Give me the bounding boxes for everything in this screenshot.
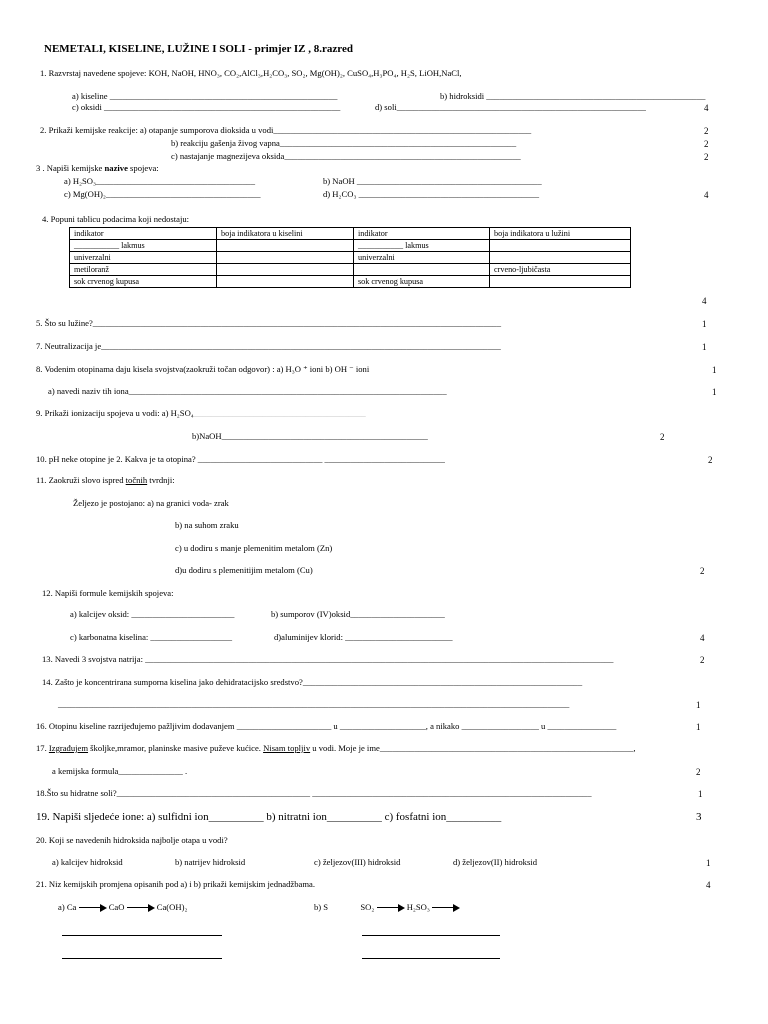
q5-text[interactable]: 5. Što su lužine?_______________________________________________________________________________________________	[36, 318, 502, 328]
table-row	[70, 276, 631, 288]
q12-points: 4	[700, 633, 705, 643]
q1-a[interactable]: a) kiseline _____________________________________________________	[72, 91, 338, 101]
q8-points-2: 1	[712, 387, 717, 397]
q8-points-1: 1	[712, 365, 717, 375]
q11-text: 11. Zaokruži slovo ispred točnih tvrdnji:	[36, 475, 175, 485]
q20-option-b[interactable]: b) natrijev hidroksid	[175, 857, 246, 867]
q3-d[interactable]: d) H₂CO₃ __________________________________________	[323, 189, 540, 199]
q21-a-species-3: Ca(OH)₂	[156, 902, 188, 912]
q2-points-a: 2	[704, 126, 709, 136]
q12-a[interactable]: a) kalcijev oksid: ________________________	[70, 609, 235, 619]
q1-d[interactable]: d) soli__________________________________________________________	[375, 102, 646, 112]
q11-option-a[interactable]: Željezo je postojano: a) na granici voda- zrak	[73, 498, 229, 508]
q8-text: 8. Vodenim otopinama daju kisela svojstva(zaokruži točan odgovor) : a) H₃O ⁺ ioni b) OH ⁻ ioni	[36, 364, 370, 374]
q1-text: 1. Razvrstaj navedene spojeve: KOH, NaOH, HNO₃, CO₂,AlCl₃,H₂CO₃, SO₂, Mg(OH)₂, CuSO₄,H₃PO₄, H₂S, LiOH,NaCl,	[40, 68, 462, 78]
q8-a[interactable]: a) navedi naziv tih iona__________________________________________________________________________	[48, 386, 447, 396]
q21-b-species-3: H₂SO₃	[406, 902, 430, 912]
page-title: NEMETALI, KISELINE, LUŽINE I SOLI - primjer IZ , 8.razred	[44, 43, 353, 55]
q19-text[interactable]: 19. Napiši sljedeće ione: a) sulfidni ion__________ b) nitratni ion__________ c) fosfatni ion__________	[36, 811, 502, 823]
q11-option-b[interactable]: b) na suhom zraku	[175, 520, 239, 530]
q14-points: 1	[696, 700, 701, 710]
table-row	[70, 252, 631, 264]
table-cell[interactable]	[490, 252, 631, 264]
q13-text[interactable]: 13. Navedi 3 svojstva natrija: _____________________________________________________________________________________________________________	[42, 654, 614, 664]
table-cell: univerzalni	[70, 252, 217, 264]
q21-points: 4	[706, 880, 711, 890]
q12-b[interactable]: b) sumporov (IV)oksid______________________	[271, 609, 445, 619]
q21-b-answer-line-1[interactable]	[362, 935, 500, 936]
q9-points: 2	[660, 432, 665, 442]
table-cell[interactable]	[217, 240, 354, 252]
table-cell[interactable]: ___________ lakmus	[354, 240, 490, 252]
q9-b[interactable]: b)NaOH________________________________________________	[192, 431, 428, 441]
q2-c[interactable]: c) nastajanje magnezijeva oksida_______________________________________________________	[171, 151, 521, 161]
table-cell[interactable]	[217, 252, 354, 264]
q12-d[interactable]: d)aluminijev klorid: _________________________	[274, 632, 453, 642]
q19-points: 3	[696, 811, 702, 823]
table-cell: crveno-ljubičasta	[490, 264, 631, 276]
q11-option-d[interactable]: d)u dodiru s plemenitijim metalom (Cu)	[175, 565, 313, 575]
q20-option-d[interactable]: d) željezov(II) hidroksid	[453, 857, 537, 867]
q7-points: 1	[702, 342, 707, 352]
q21-b-equation	[314, 903, 460, 913]
table-cell: sok crvenog kupusa	[354, 276, 490, 288]
table-header: indikator	[70, 228, 217, 240]
table-cell[interactable]: ___________ lakmus	[70, 240, 217, 252]
q21-b-answer-line-2[interactable]	[362, 958, 500, 959]
table-row	[70, 264, 631, 276]
q1-points: 4	[704, 103, 709, 113]
q4-text: 4. Popuni tablicu podacima koji nedostaju:	[42, 214, 190, 224]
q18-text[interactable]: 18.Što su hidratne soli?_____________________________________________ _________________________________________________________________	[36, 788, 592, 798]
q21-a-species-1: a) Ca	[58, 902, 77, 912]
q18-points: 1	[698, 789, 703, 799]
q4-points: 4	[702, 296, 707, 306]
q20-option-c[interactable]: c) željezov(III) hidroksid	[314, 857, 401, 867]
table-cell[interactable]	[217, 276, 354, 288]
indicator-table	[69, 227, 631, 288]
q14-text[interactable]: 14. Zašto je koncentrirana sumporna kiselina jako dehidratacijsko sredstvo?_________________________________________________________________	[42, 677, 583, 687]
q20-points: 1	[706, 858, 711, 868]
q21-a-answer-line-1[interactable]	[62, 935, 222, 936]
q11-option-c[interactable]: c) u dodiru s manje plemenitim metalom (Zn)	[175, 543, 333, 553]
q9-text: 9. Prikaži ionizaciju spojeva u vodi: a) H₂SO₄________________________________________	[36, 408, 366, 418]
q3-points: 4	[704, 190, 709, 200]
q2-points-c: 2	[704, 152, 709, 162]
q21-a-equation	[58, 903, 187, 913]
q12-c[interactable]: c) karbonatna kiselina: ___________________	[70, 632, 233, 642]
table-cell[interactable]	[217, 264, 354, 276]
q21-text: 21. Niz kemijskih promjena opisanih pod a) i b) prikaži kemijskim jednadžbama.	[36, 879, 315, 889]
q2-b[interactable]: b) reakciju gašenja živog vapna_______________________________________________________	[171, 138, 517, 148]
table-cell[interactable]	[490, 276, 631, 288]
table-header: indikator	[354, 228, 490, 240]
q17-points: 2	[696, 767, 701, 777]
q11-points: 2	[700, 566, 705, 576]
q13-points: 2	[700, 655, 705, 665]
q21-b-species-1: b) S	[314, 902, 329, 912]
table-header-row	[70, 228, 631, 240]
table-cell[interactable]	[354, 264, 490, 276]
arrow-right-icon	[432, 904, 460, 912]
q17-a[interactable]: a kemijska formula_______________ .	[52, 766, 188, 776]
q21-b-species-2: SO₂	[360, 902, 375, 912]
q3-text: 3 . Napiši kemijske nazive spojeva:	[36, 163, 159, 173]
q10-text[interactable]: 10. pH neke otopine je 2. Kakva je ta otopina? _____________________________ ____________________________	[36, 454, 445, 464]
q1-c[interactable]: c) oksidi _______________________________________________________	[72, 102, 341, 112]
arrow-right-icon	[127, 904, 155, 912]
table-header: boja indikatora u kiselini	[217, 228, 354, 240]
q3-b[interactable]: b) NaOH ___________________________________________	[323, 176, 542, 186]
q16-points: 1	[696, 722, 701, 732]
q20-option-a[interactable]: a) kalcijev hidroksid	[52, 857, 123, 867]
table-cell: univerzalni	[354, 252, 490, 264]
q20-text: 20. Koji se navedenih hidroksida najbolje otapa u vodi?	[36, 835, 228, 845]
q21-a-species-2: CaO	[108, 902, 125, 912]
table-cell: metiloranž	[70, 264, 217, 276]
q10-points: 2	[708, 455, 713, 465]
q14-line2[interactable]: _______________________________________________________________________________________________________________________	[58, 699, 570, 709]
q2-text: 2. Prikaži kemijske reakcije: a) otapanje sumporova dioksida u vodi____________________________________________________________	[40, 125, 532, 135]
table-row	[70, 240, 631, 252]
q12-text: 12. Napiši formule kemijskih spojeva:	[42, 588, 174, 598]
arrow-right-icon	[79, 904, 107, 912]
q2-points-b: 2	[704, 139, 709, 149]
q5-points: 1	[702, 319, 707, 329]
table-header: boja indikatora u lužini	[490, 228, 631, 240]
q1-b[interactable]: b) hidroksidi ___________________________________________________	[440, 91, 706, 101]
table-cell[interactable]	[490, 240, 631, 252]
arrow-right-icon	[377, 904, 405, 912]
q21-a-answer-line-2[interactable]	[62, 958, 222, 959]
q3-a[interactable]: a) H₂SO₃_____________________________________	[64, 176, 255, 186]
q3-c[interactable]: c) Mg(OH)₂____________________________________	[64, 189, 261, 199]
q7-text[interactable]: 7. Neutralizacija je_____________________________________________________________________________________________	[36, 341, 501, 351]
q17-text[interactable]: 17. Izgrađujem školjke,mramor, planinske masive puževe kućice. Nisam topljiv u vodi. Moje je ime___________________________________________________________,	[36, 743, 636, 753]
table-cell: sok crvenog kupusa	[70, 276, 217, 288]
q16-text[interactable]: 16. Otopinu kiseline razrijeđujemo pažljivim dodavanjem ______________________ u ____________________, a nikako __________________ u ________________	[36, 721, 617, 731]
